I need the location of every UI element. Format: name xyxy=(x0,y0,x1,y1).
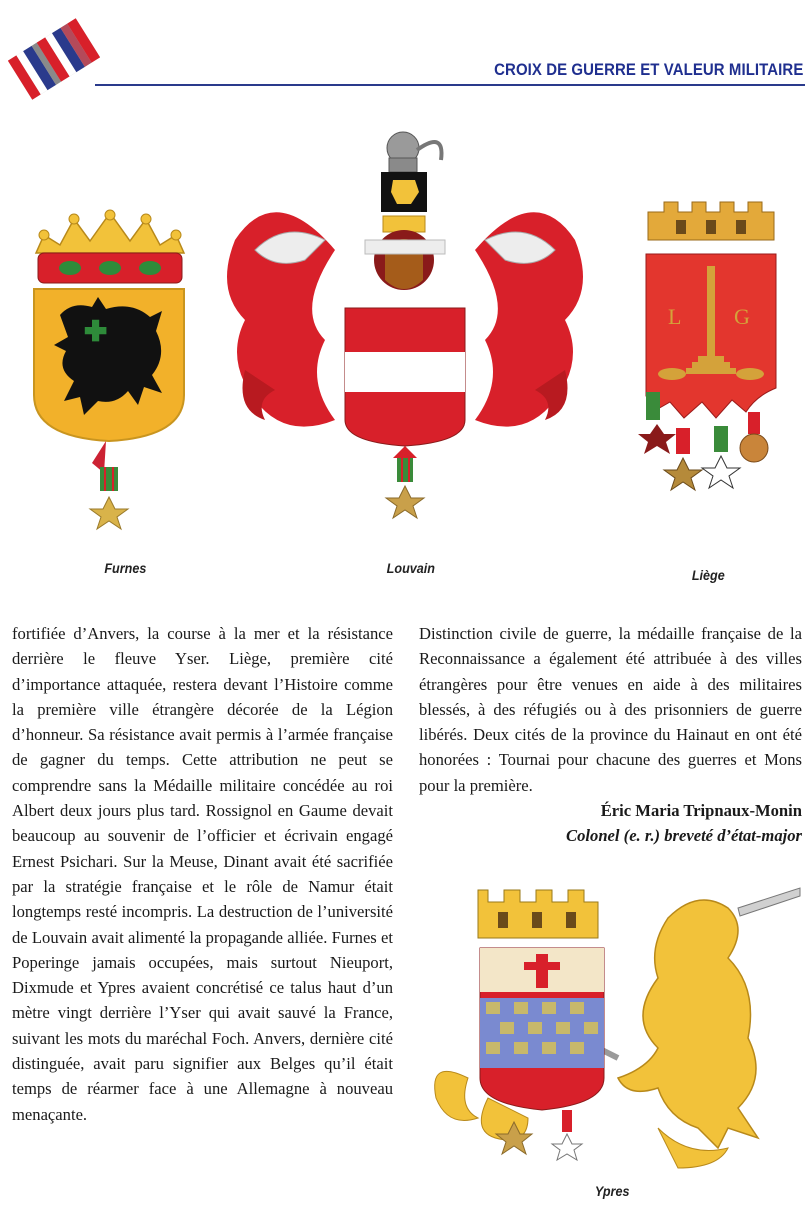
signature xyxy=(419,798,802,849)
louvain-coat-of-arms-icon xyxy=(215,120,595,520)
right-paragraph: Distinction civile de guerre, la médaille française de la Reconnaissance a également été attribuée à des villes étrangères pour être venues en aide à des militaires blessés, à des réfugiés ou à des prisonniers de guerre libérés. Deux cités de la province du Hainaut en ont été honorées : Tournai pour chacune des guerres et Mons pour la première. xyxy=(419,624,802,795)
left-column xyxy=(12,621,393,1127)
author-name: Éric Maria Tripnaux-Monin xyxy=(600,801,802,821)
magazine-logo-icon xyxy=(8,14,100,104)
caption-ypres: Ypres xyxy=(594,1183,630,1199)
caption-louvain: Louvain xyxy=(386,560,435,576)
liege-coat-of-arms-icon xyxy=(636,196,786,516)
author-role: Colonel (e. r.) breveté d’état-major xyxy=(566,826,802,846)
section-title: CROIX DE GUERRE ET VALEUR MILITAIRE xyxy=(493,60,803,79)
caption-liege: Liège xyxy=(691,567,725,583)
liege-letter-l: L xyxy=(668,304,682,329)
furnes-coat-of-arms-icon xyxy=(20,205,200,535)
ypres-coat-of-arms-icon xyxy=(428,878,808,1178)
liege-letter-g: G xyxy=(734,304,750,329)
caption-furnes: Furnes xyxy=(104,560,147,576)
right-column xyxy=(419,621,802,849)
header-divider xyxy=(95,84,805,86)
left-paragraph: fortifiée d’Anvers, la course à la mer et la résistance derrière le fleuve Yser. Liège, première cité d’importance attaquée, restera devant l’Histoire comme la première ville étrangère décorée de la Légion d’honneur. Sa résistance avait permis à l’armée française de gagner du temps. Cette attribution ne peut se comprendre sans la Médaille militaire concédée au roi Albert deux jours plus tard. Rossignol en Gaume devait beaucoup au souvenir de l’officier et écrivain engagé Ernest Psichari. Sur la Meuse, Dinant avait été sacrifiée par la stratégie française et le rôle de Namur était longtemps resté incompris. La destruction de l’université de Louvain avait alimenté la propagande alliée. Furnes et Poperinge jamais occupées, mais surtout Nieuport, Dixmude et Ypres avaient concrétisé ce talus haut d’un mètre vingt derrière l’Yser qui avait sauvé la France, suivant les mots du maréchal Foch. Anvers, dernière cité distinguée, avait paru signifier aux Belges qu’il était temps de réarmer face à une Allemagne à nouveau menaçante. xyxy=(12,624,393,1124)
